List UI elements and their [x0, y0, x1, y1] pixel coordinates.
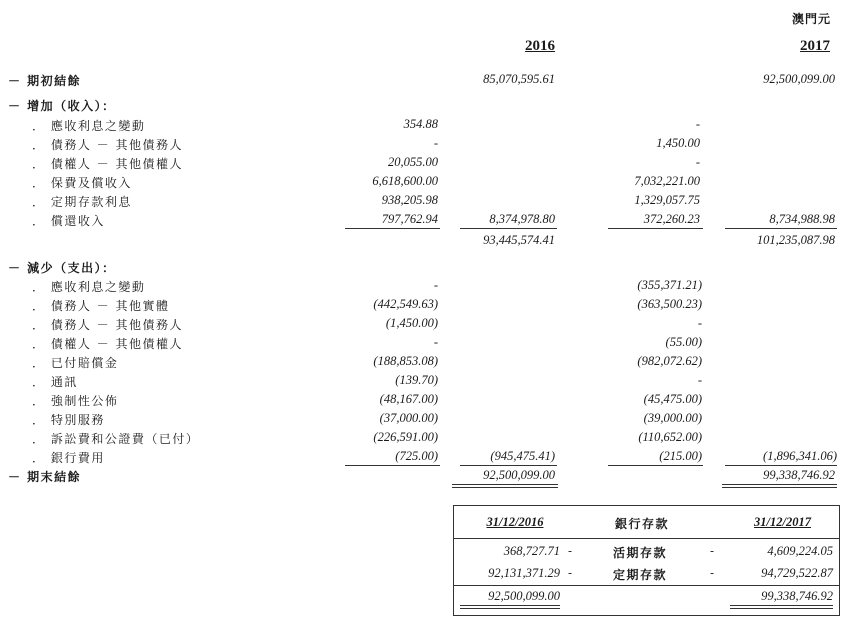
bank-value-2016: 92,131,371.29 — [488, 566, 560, 580]
bank-dash: - — [710, 544, 715, 558]
list-item-value-2017: 1,450.00 — [656, 136, 700, 150]
list-item-label: ． 強制性公佈 — [32, 394, 119, 408]
subtotal-rule — [725, 228, 837, 229]
list-item-value-2017: (215.00) — [659, 449, 702, 463]
total-double-rule — [722, 484, 837, 488]
list-item-value-2016: (188,853.08) — [373, 354, 438, 368]
list-item-value-2017: (110,652.00) — [638, 430, 702, 444]
bank-deposit-type: 定期存款 — [613, 568, 668, 582]
decrease-total-2017: (1,896,341.06) — [763, 449, 837, 463]
list-item-label: ． 通訊 — [32, 375, 78, 389]
list-item-value-2016: - — [433, 136, 438, 150]
year-header-2017: 2017 — [800, 38, 830, 54]
list-item-value-2016: (37,000.00) — [379, 411, 438, 425]
increase-heading: － 增加（收入）： — [8, 99, 116, 113]
list-item-label: ． 應收利息之變動 — [32, 119, 146, 133]
list-item-label: ． 債權人 － 其他債權人 — [32, 157, 183, 171]
list-item-label: ． 訴訟費和公證費（已付） — [32, 432, 200, 446]
opening-balance-2017: 92,500,099.00 — [763, 72, 835, 86]
subtotal-rule — [345, 228, 440, 229]
list-item-label: ． 保費及償收入 — [32, 176, 132, 190]
bank-dash: - — [710, 566, 715, 580]
list-item-label: ． 債務人 － 其他實體 — [32, 299, 170, 313]
list-item-value-2016: 20,055.00 — [388, 155, 438, 169]
closing-balance-2016: 92,500,099.00 — [483, 468, 555, 482]
list-item-value-2017: (982,072.62) — [637, 354, 702, 368]
list-item-value-2016: (139.70) — [395, 373, 438, 387]
list-item-label: ． 債務人 － 其他債務人 — [32, 138, 183, 152]
list-item-label: ． 償還收入 — [32, 214, 105, 228]
bank-value-2016: 368,727.71 — [503, 544, 560, 558]
list-item-value-2016: - — [433, 335, 438, 349]
list-item-label: ． 定期存款利息 — [32, 195, 132, 209]
list-item-value-2016: (442,549.63) — [373, 297, 438, 311]
list-item-value-2016: 354.88 — [403, 117, 438, 131]
increase-sum-2016: 93,445,574.41 — [483, 233, 555, 247]
list-item-value-2016: 938,205.98 — [381, 193, 438, 207]
bank-box-divider — [453, 538, 839, 539]
increase-sum-2017: 101,235,087.98 — [756, 233, 835, 247]
subtotal-rule — [460, 228, 557, 229]
list-item-value-2016: (226,591.00) — [373, 430, 438, 444]
bank-box-divider — [453, 585, 839, 586]
list-item-value-2017: (39,000.00) — [643, 411, 702, 425]
increase-total-2016: 8,374,978.80 — [489, 212, 555, 226]
bank-date-2016: 31/12/2016 — [486, 515, 544, 529]
bank-total-2016: 92,500,099.00 — [488, 589, 560, 603]
list-item-label: ． 特別服務 — [32, 413, 105, 427]
bank-dash: - — [568, 566, 573, 580]
bank-dash: - — [568, 544, 573, 558]
list-item-label: ． 已付賠償金 — [32, 356, 119, 370]
list-item-value-2017: (55.00) — [665, 335, 702, 349]
list-item-value-2017: 7,032,221.00 — [634, 174, 700, 188]
list-item-value-2017: - — [695, 155, 700, 169]
list-item-value-2017: (355,371.21) — [637, 278, 702, 292]
bank-value-2017: 94,729,522.87 — [761, 566, 833, 580]
opening-balance-2016: 85,070,595.61 — [483, 72, 555, 86]
list-item-label: ． 債權人 － 其他債權人 — [32, 337, 183, 351]
closing-balance-label: － 期末結餘 — [8, 470, 82, 484]
list-item-label: ． 債務人 － 其他債務人 — [32, 318, 183, 332]
list-item-value-2017: (363,500.23) — [637, 297, 702, 311]
increase-total-2017: 8,734,988.98 — [769, 212, 835, 226]
decrease-total-2016: (945,475.41) — [490, 449, 555, 463]
list-item-label: ． 銀行費用 — [32, 451, 105, 465]
bank-deposit-type: 活期存款 — [613, 546, 668, 560]
list-item-value-2016: 6,618,600.00 — [372, 174, 438, 188]
list-item-value-2017: 1,329,057.75 — [634, 193, 700, 207]
opening-balance-label: － 期初結餘 — [8, 74, 82, 88]
bank-deposits-title: 銀行存款 — [615, 517, 670, 531]
list-item-value-2017: - — [697, 316, 702, 330]
list-item-value-2016: (725.00) — [395, 449, 438, 463]
list-item-value-2017: 372,260.23 — [643, 212, 700, 226]
subtotal-rule — [345, 465, 440, 466]
list-item-value-2017: (45,475.00) — [643, 392, 702, 406]
list-item-value-2017: - — [697, 373, 702, 387]
bank-total-2017: 99,338,746.92 — [761, 589, 833, 603]
list-item-value-2017: - — [695, 117, 700, 131]
subtotal-rule — [608, 228, 703, 229]
bank-value-2017: 4,609,224.05 — [767, 544, 833, 558]
year-header-2016: 2016 — [525, 38, 555, 54]
list-item-label: ． 應收利息之變動 — [32, 280, 146, 294]
subtotal-rule — [460, 465, 557, 466]
list-item-value-2016: - — [433, 278, 438, 292]
list-item-value-2016: (1,450.00) — [385, 316, 438, 330]
bank-date-2017: 31/12/2017 — [754, 515, 811, 529]
bank-total-double-rule — [460, 605, 560, 609]
subtotal-rule — [725, 465, 837, 466]
subtotal-rule — [608, 465, 703, 466]
list-item-value-2016: 797,762.94 — [381, 212, 438, 226]
closing-balance-2017: 99,338,746.92 — [763, 468, 835, 482]
decrease-heading: － 減少（支出）： — [8, 261, 116, 275]
currency-label: 澳門元 — [792, 12, 832, 26]
list-item-value-2016: (48,167.00) — [379, 392, 438, 406]
bank-total-double-rule — [730, 605, 833, 609]
total-double-rule — [452, 484, 558, 488]
